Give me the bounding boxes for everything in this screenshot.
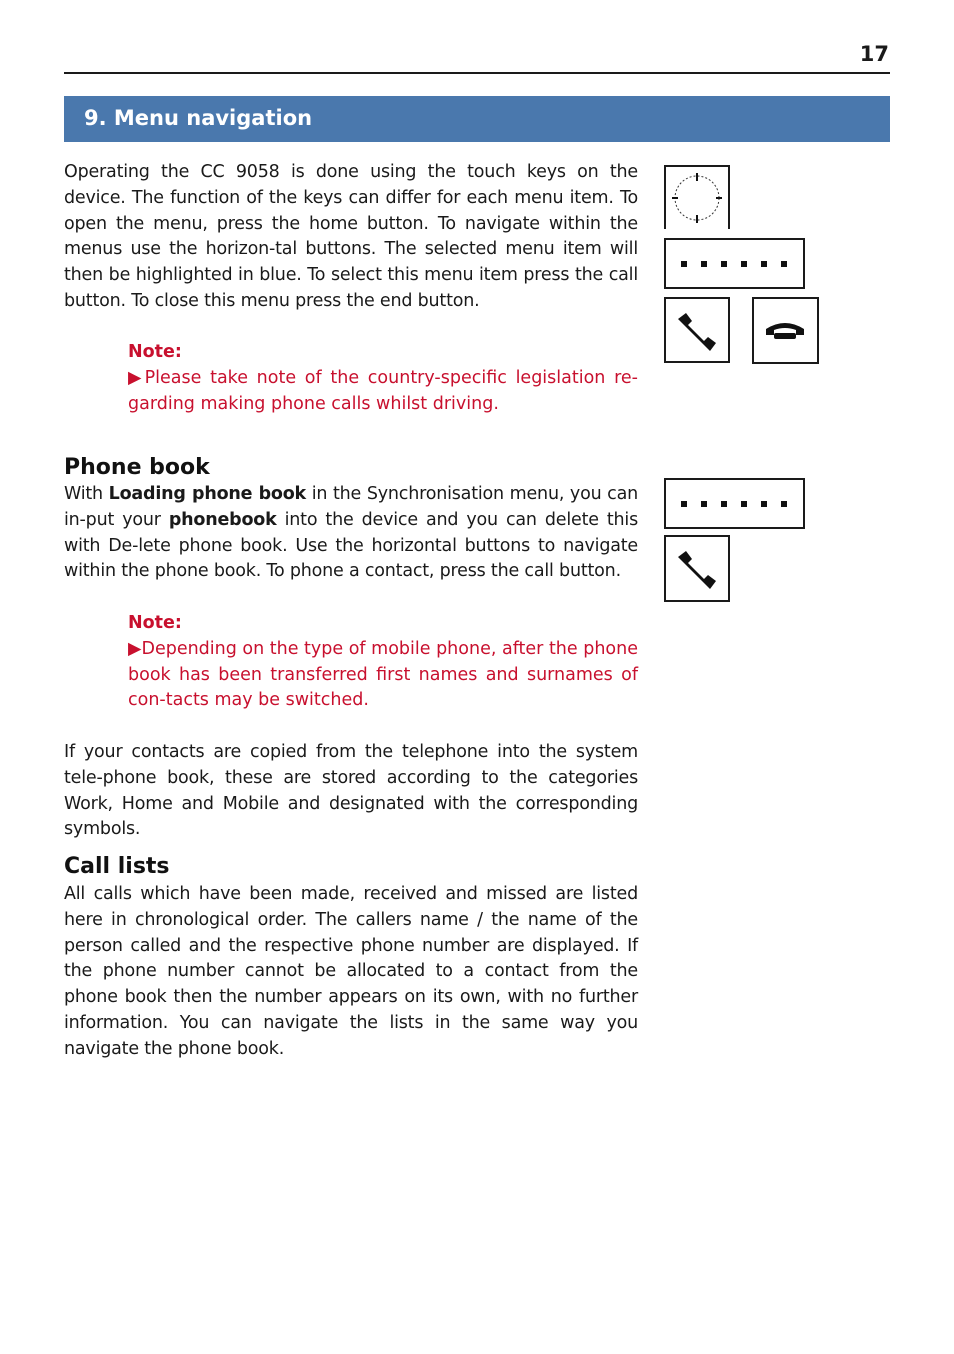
end-key-icon bbox=[752, 297, 819, 364]
note-text: ▶Please take note of the country-specific legislation re-garding making phone calls whilst driving. bbox=[128, 367, 638, 414]
section-banner bbox=[64, 96, 890, 142]
note-driving bbox=[128, 340, 638, 417]
call-key-icon bbox=[664, 297, 730, 363]
contacts-paragraph: If your contacts are copied from the telephone into the system tele-phone book, these are stored according to the categories Work, Home and Mobile and designated with the corresponding symbols. bbox=[64, 742, 638, 840]
note-text: ▶Depending on the type of mobile phone, after the phone book has been transferred first names and surnames of con-tacts may be switched. bbox=[128, 638, 638, 711]
phonebook-term: phonebook bbox=[168, 509, 277, 530]
intro-paragraph: Operating the CC 9058 is done using the touch keys on the device. The function of the keys can differ for each menu item. To open the menu, press the home button. To navigate within the menus use the horizon-tal buttons. The selected menu item will then be highlighted in blue. To select this menu item press the call button. To close this menu press the end button. bbox=[64, 162, 638, 311]
phone-book-heading: Phone book bbox=[64, 455, 210, 480]
top-rule bbox=[64, 72, 890, 74]
loading-phone-book-term: Loading phone book bbox=[108, 484, 306, 504]
phone-book-text-3: into the device and you can delete this with De-lete phone book. Use the horizontal buttons to navigate within the phone book. To phone a contact, press the call button. bbox=[64, 509, 638, 582]
phone-book-paragraph bbox=[64, 482, 638, 585]
page-number: 17 bbox=[859, 42, 889, 66]
horizontal-keys-icon bbox=[664, 238, 805, 289]
note-label: Note: bbox=[128, 613, 182, 633]
section-title: 9. Menu navigation bbox=[84, 106, 313, 130]
call-lists-heading: Call lists bbox=[64, 854, 170, 879]
phone-book-text-2: in the Synchronisation menu, you can in-put your bbox=[64, 484, 639, 530]
phone-book-text-1: With bbox=[64, 484, 109, 504]
note-contacts bbox=[128, 611, 638, 714]
call-key-icon bbox=[664, 535, 730, 602]
home-key-icon bbox=[664, 165, 730, 229]
call-lists-paragraph: All calls which have been made, received and missed are listed here in chronological order. The callers name / the name of the person called and the respective phone number are displayed. If the phone number cannot be allocated to a contact from the phone book then the number appears on its own, with no further information. You can navigate the lists in the same way you navigate the phone book. bbox=[64, 884, 638, 1059]
horizontal-keys-icon bbox=[664, 478, 805, 529]
note-label: Note: bbox=[128, 342, 182, 362]
